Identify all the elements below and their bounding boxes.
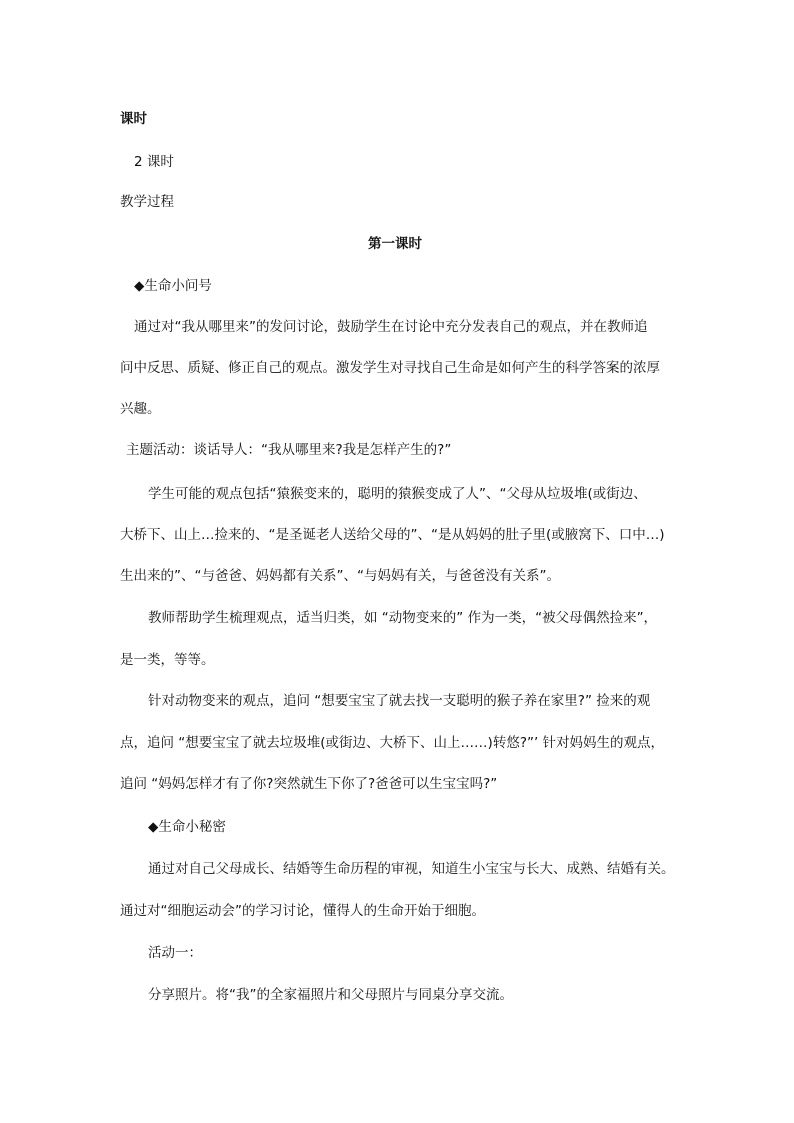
- part2-para-line-2: 通过对“细胞运动会”的学习讨论，懂得人的生命开始于细胞。: [120, 903, 485, 919]
- para1-line-3: 生出来的”、“与爸爸、妈妈都有关系”、“与妈妈有关，与爸爸没有关系”。: [120, 568, 560, 584]
- label-teaching-process: 教学过程: [120, 194, 174, 210]
- part1-heading: ◆生命小问号: [134, 278, 212, 294]
- keshi-value: 2 课时: [134, 154, 174, 170]
- para1-line-2: 大桥下、山上…捡来的、“是圣诞老人送给父母的”、“是从妈妈的肚子里(或腋窝下、口中…): [120, 527, 665, 543]
- para1-line-1: 学生可能的观点包括“猿猴变来的，聪明的猿猴变成了人”、“父母从垃圾堆(或街边、: [148, 486, 647, 502]
- activity-text: 分享照片。将“我”的全家福照片和父母照片与同桌分享交流。: [148, 987, 513, 1003]
- part1-intro-line-3: 兴趣。: [120, 401, 161, 417]
- para2-line-2: 是一类，等等。: [120, 652, 215, 668]
- part1-intro-line-2: 问中反思、质疑、修正自己的观点。激发学生对寻找自己生命是如何产生的科学答案的浓厚: [120, 360, 660, 376]
- section-title: 第一课时: [368, 236, 422, 252]
- para3-line-3: 追问 “妈妈怎样才有了你?突然就生下你了?爸爸可以生宝宝吗?”: [120, 776, 498, 792]
- theme-activity: 主题活动：谈话导人：“我从哪里来?我是怎样产生的?”: [126, 442, 452, 458]
- para3-line-2: 点，追问 “想要宝宝了就去垃圾堆(或街边、大桥下、山上……)转悠?”’ 针对妈妈生的观点，: [120, 735, 665, 751]
- part2-para-line-1: 通过对自己父母成长、结婚等生命历程的审视，知道生小宝宝与长大、成熟、结婚有关。: [148, 861, 675, 877]
- activity-label: 活动一：: [148, 945, 202, 961]
- part1-intro-line-1: 通过对“我从哪里来”的发问讨论，鼓励学生在讨论中充分发表自己的观点，并在教师追: [134, 319, 648, 335]
- para2-line-1: 教师帮助学生梳理观点，适当归类，如 “动物变来的” 作为一类，“被父母偶然捡来”，: [148, 610, 658, 626]
- part2-heading: ◆生命小秘密: [148, 819, 226, 835]
- label-keshi: 课时: [120, 111, 147, 127]
- para3-line-1: 针对动物变来的观点，追问 “想要宝宝了就去找一支聪明的猴子养在家里?” 捡来的观: [148, 693, 651, 709]
